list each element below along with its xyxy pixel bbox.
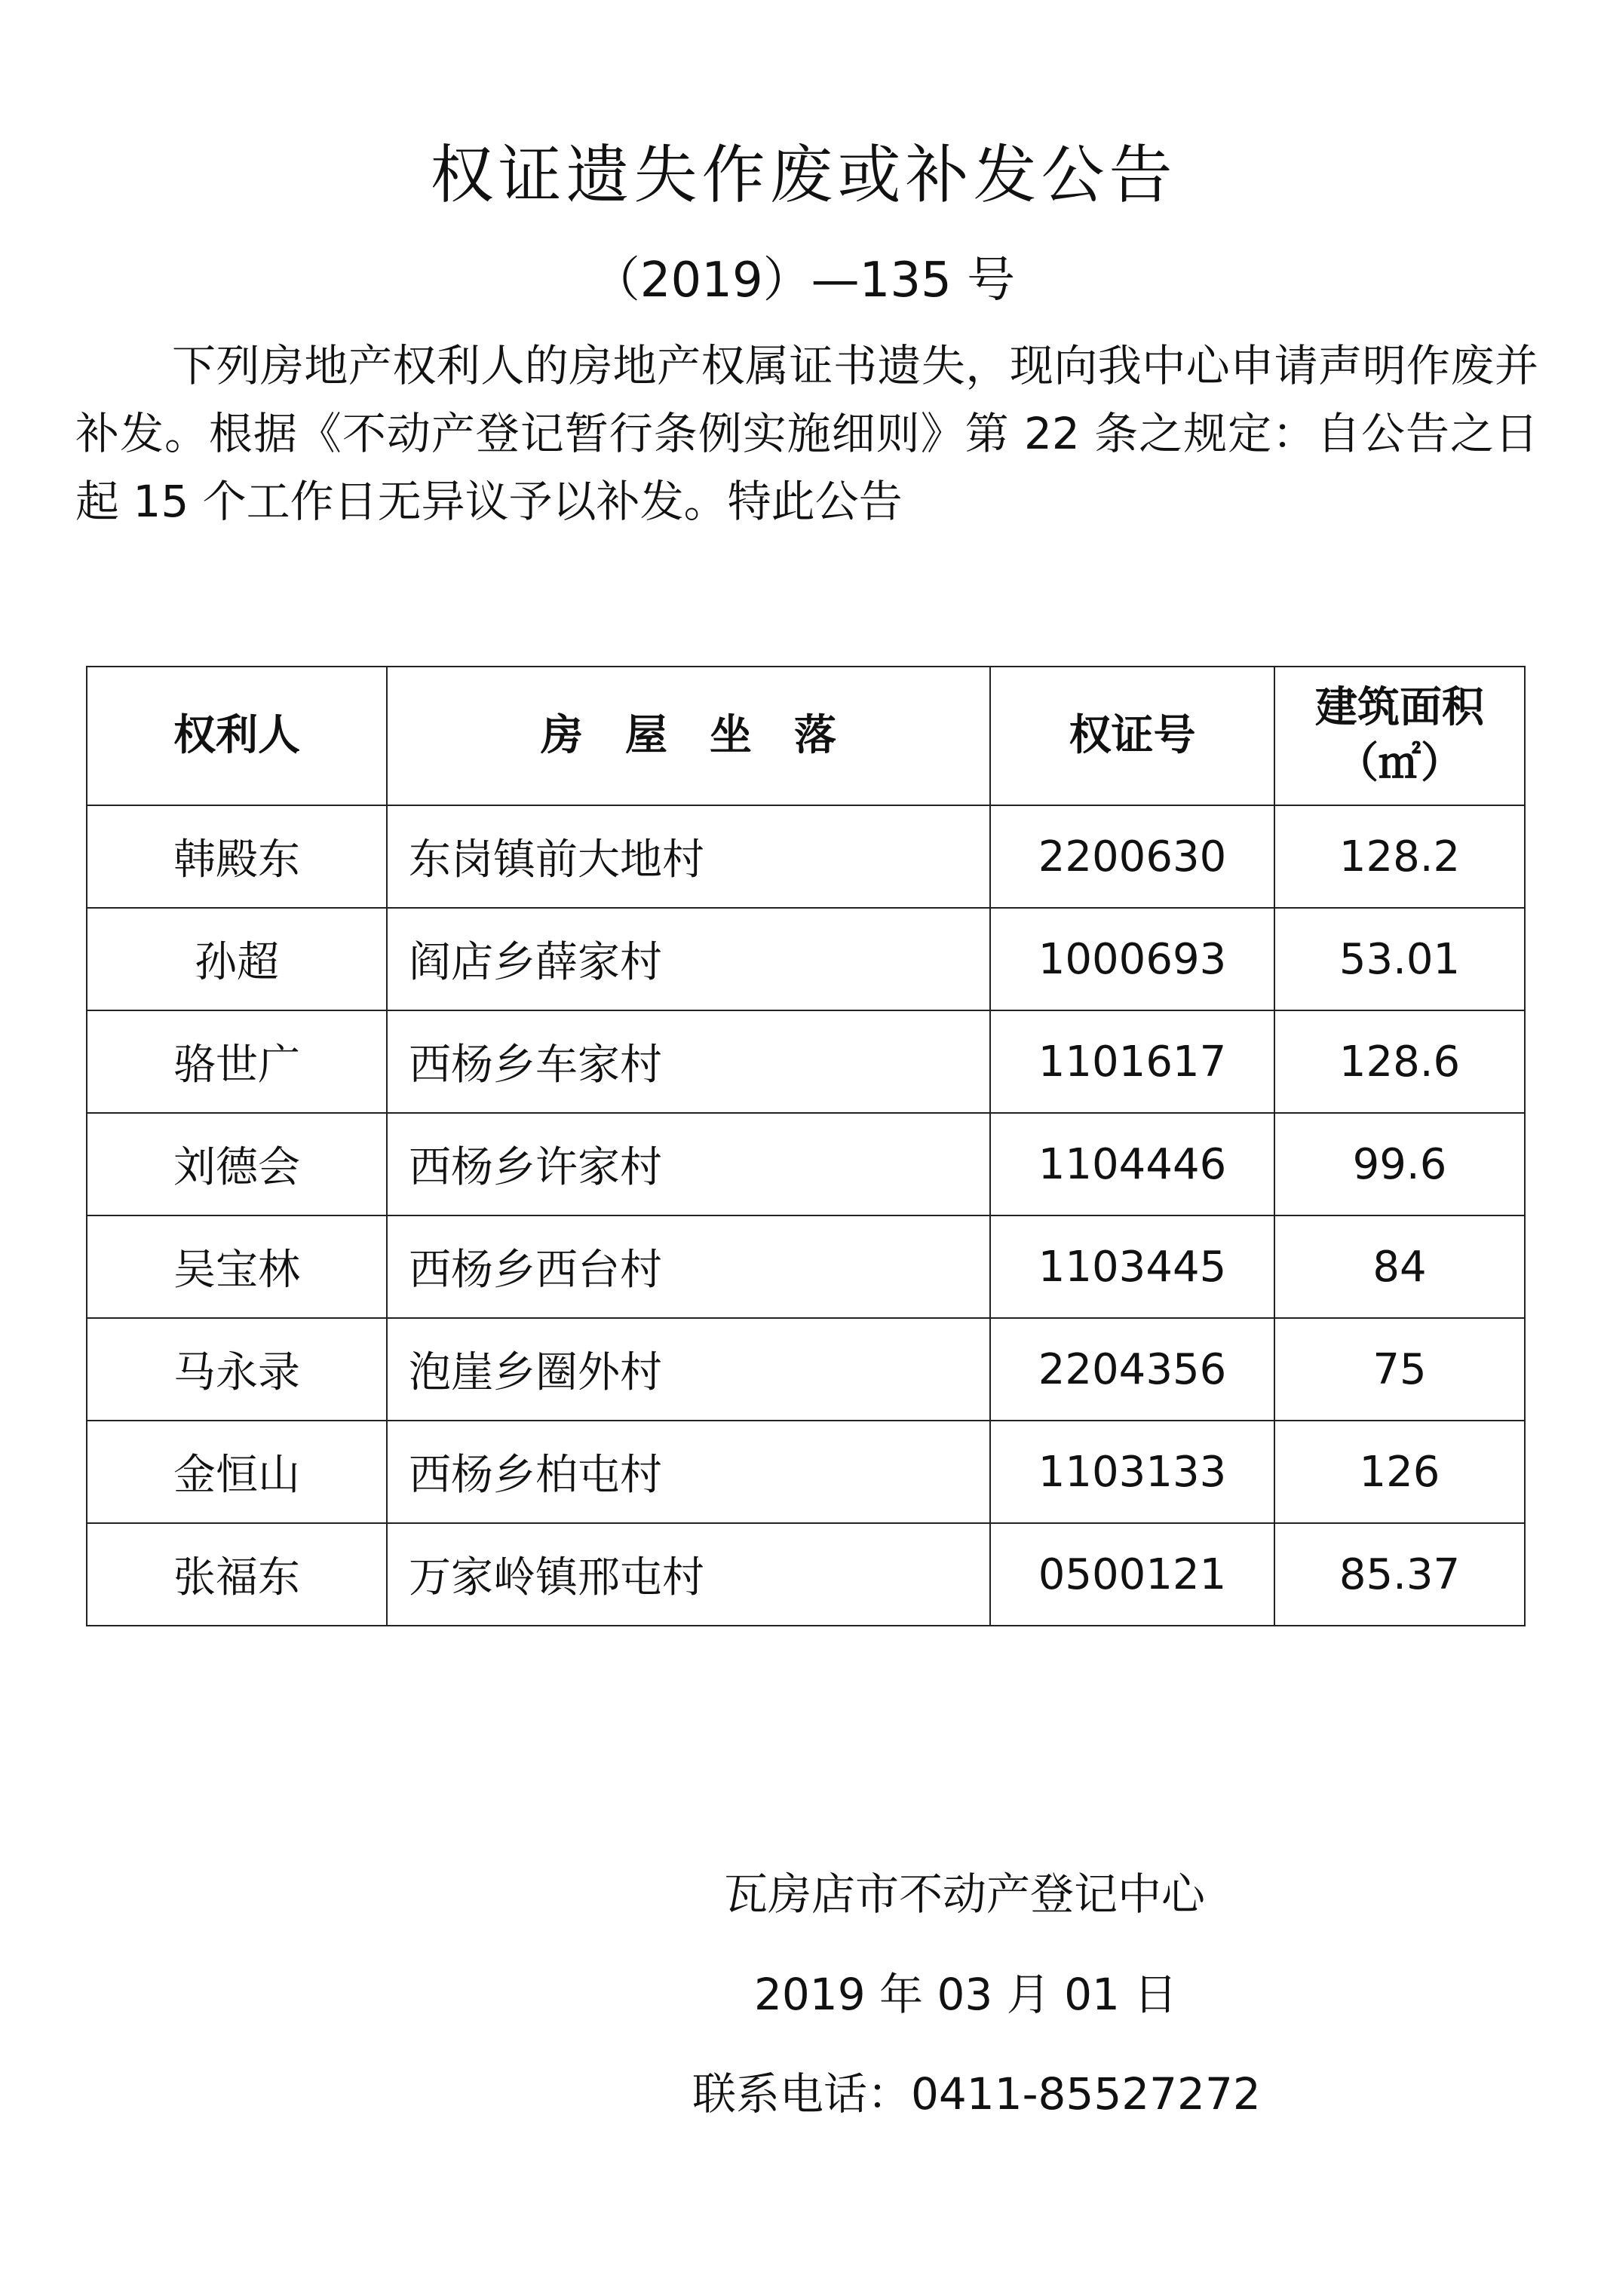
owner-cell: 刘德会	[87, 1113, 387, 1215]
table-row	[87, 1113, 1525, 1215]
table-row	[87, 805, 1525, 908]
location-cell: 阎店乡薛家村	[387, 908, 990, 1010]
header-cert-number: 权证号	[990, 667, 1274, 805]
cert-number-cell: 1103445	[990, 1215, 1274, 1318]
table-row	[87, 1215, 1525, 1318]
owner-cell: 韩殿东	[87, 805, 387, 908]
cert-number-cell: 1103133	[990, 1421, 1274, 1523]
header-area-label: 建筑面积	[1315, 683, 1484, 732]
location-cell: 西杨乡许家村	[387, 1113, 990, 1215]
cert-number-cell: 1104446	[990, 1113, 1274, 1215]
area-cell: 128.6	[1274, 1010, 1525, 1113]
table-row	[87, 1010, 1525, 1113]
location-cell: 西杨乡车家村	[387, 1010, 990, 1113]
location-cell: 西杨乡柏屯村	[387, 1421, 990, 1523]
area-cell: 126	[1274, 1421, 1525, 1523]
document-number: （2019）—135 号	[591, 253, 1016, 308]
owner-cell: 吴宝林	[87, 1215, 387, 1318]
area-cell: 84	[1274, 1215, 1525, 1318]
contact-phone: 联系电话：0411-85527272	[692, 2068, 1261, 2120]
location-cell: 东岗镇前大地村	[387, 805, 990, 908]
owner-cell: 孙超	[87, 908, 387, 1010]
announcement-body: 下列房地产权利人的房地产权属证书遗失，现向我中心申请声明作废并补发。根据《不动产登记暂行条例实施细则》第 22 条之规定：自公告之日起 15 个工作日无异议予以补发。特此公告	[75, 340, 1538, 527]
area-cell: 85.37	[1274, 1523, 1525, 1626]
cert-number-cell: 0500121	[990, 1523, 1274, 1626]
table-body	[87, 805, 1525, 1626]
table-row	[87, 1421, 1525, 1523]
location-cell: 万家岭镇邢屯村	[387, 1523, 990, 1626]
location-cell: 泡崖乡圈外村	[387, 1318, 990, 1421]
area-cell: 128.2	[1274, 805, 1525, 908]
owner-cell: 金恒山	[87, 1421, 387, 1523]
area-cell: 53.01	[1274, 908, 1525, 1010]
header-location: 房 屋 坐 落	[387, 667, 990, 805]
header-area-unit: （㎡）	[1336, 739, 1463, 788]
issue-date: 2019 年 03 月 01 日	[754, 1969, 1178, 2020]
location-cell: 西杨乡西台村	[387, 1215, 990, 1318]
table-row	[87, 908, 1525, 1010]
cert-number-cell: 1101617	[990, 1010, 1274, 1113]
owner-cell: 马永录	[87, 1318, 387, 1421]
header-owner: 权利人	[87, 667, 387, 805]
cert-number-cell: 2200630	[990, 805, 1274, 908]
table-row	[87, 1523, 1525, 1626]
issuing-organization: 瓦房店市不动产登记中心	[724, 1868, 1206, 1920]
cert-number-cell: 2204356	[990, 1318, 1274, 1421]
page-title: 权证遗失作废或补发公告	[430, 138, 1177, 212]
area-cell: 99.6	[1274, 1113, 1525, 1215]
certificate-table	[86, 666, 1526, 1626]
area-cell: 75	[1274, 1318, 1525, 1421]
table-row	[87, 1318, 1525, 1421]
table-header-row	[87, 667, 1525, 805]
cert-number-cell: 1000693	[990, 908, 1274, 1010]
owner-cell: 骆世广	[87, 1010, 387, 1113]
header-area	[1274, 667, 1525, 805]
owner-cell: 张福东	[87, 1523, 387, 1626]
